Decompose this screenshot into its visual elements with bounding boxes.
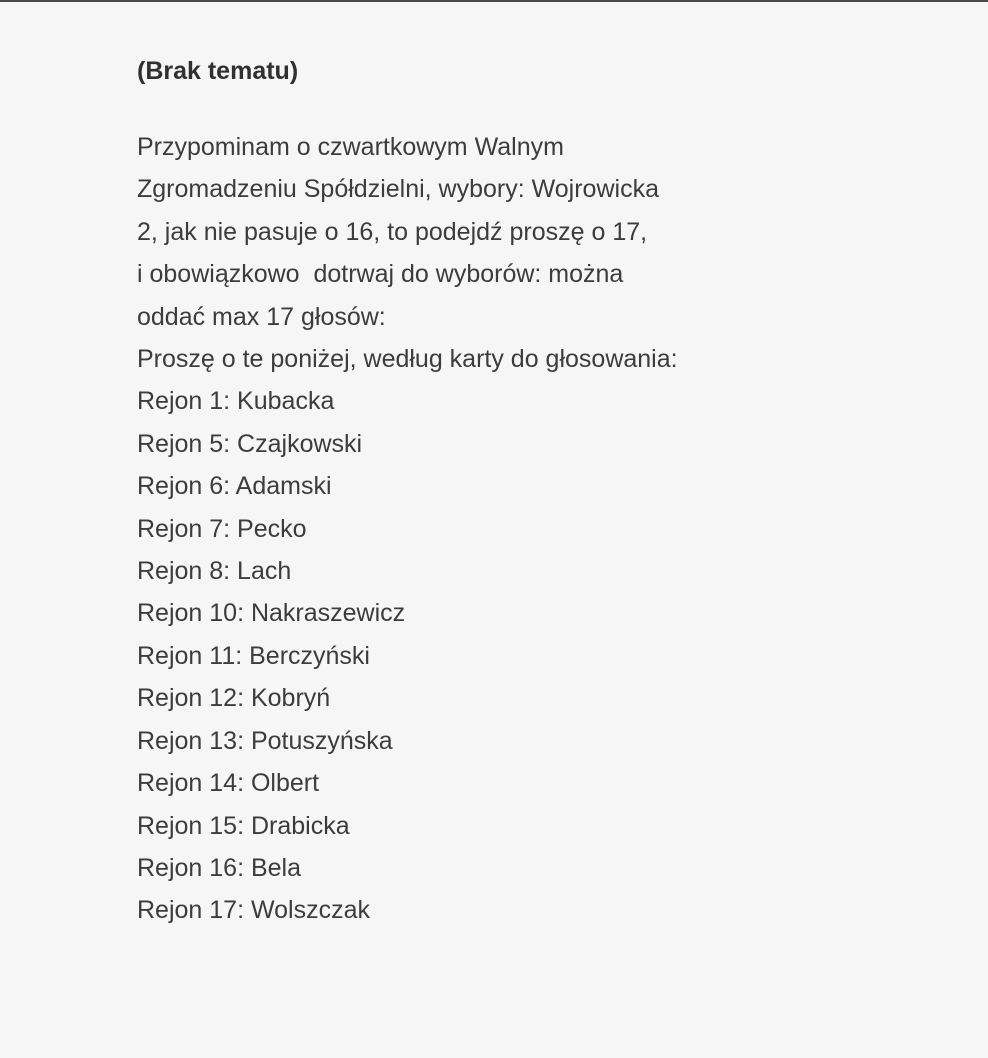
email-message [137,52,957,932]
body-line: 2, jak nie pasuje o 16, to podejdź proszę o 17, [137,217,648,246]
region-item: Rejon 6: Adamski [137,472,332,501]
region-item: Rejon 12: Kobryń [137,684,331,713]
region-item: Rejon 10: Nakraszewicz [137,599,406,628]
region-item: Rejon 17: Wolszczak [137,896,370,925]
region-item: Rejon 16: Bela [137,853,302,882]
body-line: Przypominam o czwartkowym Walnym [137,133,564,161]
body-line: oddać max 17 głosów: [137,302,386,331]
email-subject: (Brak tematu) [137,57,299,85]
region-item: Rejon 5: Czajkowski [137,429,363,458]
body-line: i obowiązkowo dotrwaj do wyborów: można [137,260,624,289]
region-item: Rejon 15: Drabicka [137,811,350,840]
email-body [137,126,957,932]
region-item: Rejon 1: Kubacka [137,387,335,416]
body-line: Proszę o te poniżej, według karty do głosowania: [137,345,678,374]
region-item: Rejon 13: Potuszyńska [137,726,393,755]
region-item: Rejon 7: Pecko [137,514,307,543]
region-item: Rejon 14: Olbert [137,769,320,798]
region-item: Rejon 8: Lach [137,557,292,586]
body-line: Zgromadzeniu Spółdzielni, wybory: Wojrowicka [137,175,659,204]
region-item: Rejon 11: Berczyński [137,641,370,670]
